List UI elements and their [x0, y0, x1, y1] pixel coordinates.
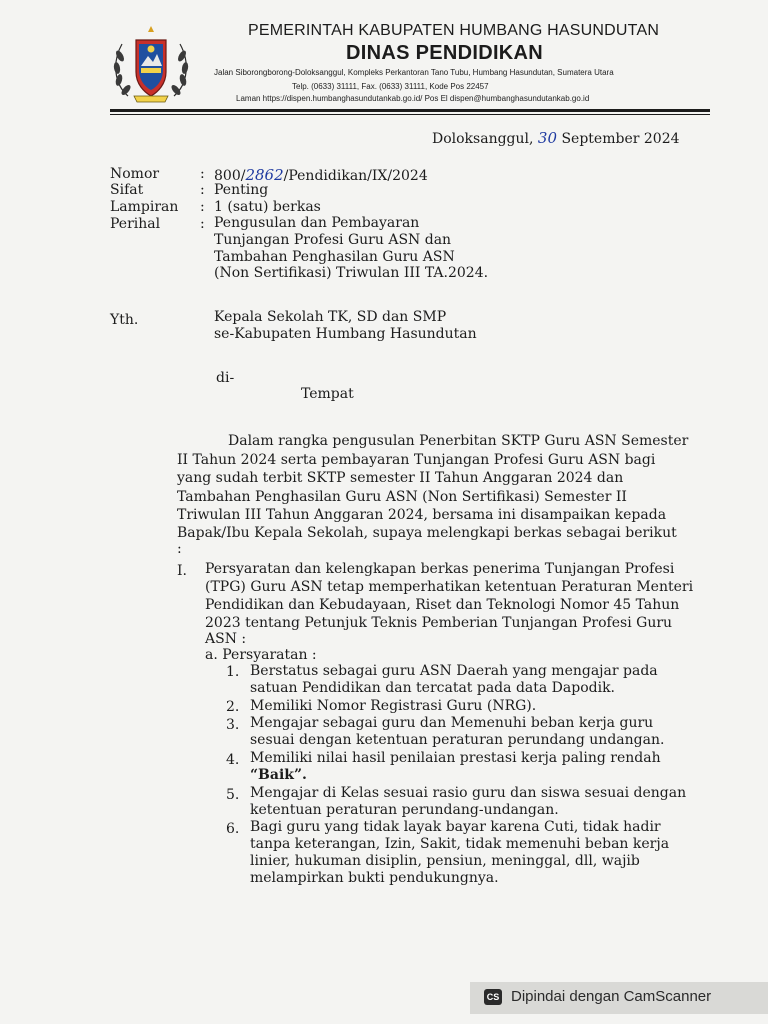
section-number: I. — [177, 563, 187, 579]
sifat-label: Sifat — [110, 182, 144, 198]
letter-date — [432, 129, 680, 147]
perihal-line: (Non Sertifikasi) Triwulan III TA.2024. — [214, 265, 489, 281]
item-number: 6. — [226, 821, 240, 837]
nomor-suffix: /Pendidikan/IX/2024 — [283, 168, 428, 184]
agency-web: Laman https://dispen.humbanghasundutankab.go.id/ Pos El dispen@humbanghasundutankab.go.id — [236, 94, 590, 103]
item-line: linier, hukuman disiplin, pensiun, meninggal, dll, wajib — [250, 853, 640, 869]
nomor-prefix: 800/ — [214, 168, 246, 184]
agency-address: Jalan Siborongborong-Doloksanggul, Kompleks Perkantoran Tano Tubu, Humbang Hasundutan, Sumatera Utara — [214, 68, 614, 77]
yth-label: Yth. — [110, 312, 139, 328]
section-line: Persyaratan dan kelengkapan berkas penerima Tunjangan Profesi — [205, 561, 675, 577]
perihal-colon: : — [200, 216, 205, 232]
agency-name: DINAS PENDIDIKAN — [346, 42, 544, 64]
item-line: Memiliki nilai hasil penilaian prestasi kerja paling rendah — [250, 750, 661, 766]
sifat-colon: : — [200, 182, 205, 198]
item-number: 3. — [226, 717, 240, 733]
item-number: 5. — [226, 787, 240, 803]
date-day-handwritten: 30 — [537, 129, 558, 147]
intro-line: yang sudah terbit SKTP semester II Tahun Anggaran 2024 dan — [177, 470, 624, 486]
letterhead-rule-thin — [110, 114, 710, 115]
perihal-line: Tunjangan Profesi Guru ASN dan — [214, 232, 452, 248]
item-line: melampirkan bukti pendukungnya. — [250, 870, 499, 886]
item-line: Berstatus sebagai guru ASN Daerah yang mengajar pada — [250, 663, 658, 679]
section-line: (TPG) Guru ASN tetap memperhatikan ketentuan Peraturan Menteri — [205, 579, 694, 595]
nomor-handwritten: 2862 — [245, 166, 284, 184]
item-line: Mengajar di Kelas sesuai rasio guru dan siswa sesuai dengan — [250, 785, 687, 801]
item-line: Bagi guru yang tidak layak bayar karena Cuti, tidak hadir — [250, 819, 661, 835]
section-line: 2023 tentang Petunjuk Teknis Pemberian Tunjangan Profesi Guru — [205, 615, 673, 631]
item-line: Memiliki Nomor Registrasi Guru (NRG). — [250, 698, 537, 714]
camscanner-logo-icon: CS — [484, 989, 502, 1005]
scanner-watermark-text: Dipindai dengan CamScanner — [511, 988, 712, 1005]
nomor-label: Nomor — [110, 166, 160, 182]
section-line: ASN : — [205, 631, 247, 647]
tempat-label: Tempat — [301, 386, 354, 402]
perihal-label: Perihal — [110, 216, 161, 232]
item-number: 4. — [226, 752, 240, 768]
letterhead-rule-thick — [110, 109, 710, 112]
lampiran-value: 1 (satu) berkas — [214, 199, 321, 215]
sifat-value: Penting — [214, 182, 269, 198]
item-line: Mengajar sebagai guru dan Memenuhi beban kerja guru — [250, 715, 654, 731]
intro-line: : — [177, 541, 182, 557]
lampiran-colon: : — [200, 199, 205, 215]
perihal-line: Tambahan Penghasilan Guru ASN — [214, 249, 455, 265]
nomor-colon: : — [200, 166, 205, 182]
regency-emblem-icon — [108, 26, 194, 106]
intro-line: Triwulan III Tahun Anggaran 2024, bersama ini disampaikan kepada — [177, 507, 667, 523]
section-line: Pendidikan dan Kebudayaan, Riset dan Teknologi Nomor 45 Tahun — [205, 597, 680, 613]
perihal-line: Pengusulan dan Pembayaran — [214, 215, 420, 231]
government-name: PEMERINTAH KABUPATEN HUMBANG HASUNDUTAN — [248, 22, 660, 39]
item-line: ketentuan peraturan perundang-undangan. — [250, 802, 559, 818]
item-number: 1. — [226, 664, 240, 680]
intro-line: Tambahan Penghasilan Guru ASN (Non Sertifikasi) Semester II — [177, 489, 627, 505]
sub-heading-a: a. Persyaratan : — [205, 647, 317, 663]
date-place: Doloksanggul, — [432, 131, 534, 147]
item-number: 2. — [226, 699, 240, 715]
item-line: sesuai dengan ketentuan peraturan perundang undangan. — [250, 732, 665, 748]
recipient-line: se-Kabupaten Humbang Hasundutan — [214, 326, 477, 342]
intro-line: II Tahun 2024 serta pembayaran Tunjangan Profesi Guru ASN bagi — [177, 452, 656, 468]
item-line: tanpa keterangan, Izin, Sakit, tidak memenuhi beban kerja — [250, 836, 670, 852]
recipient-line: Kepala Sekolah TK, SD dan SMP — [214, 309, 447, 325]
intro-line: Bapak/Ibu Kepala Sekolah, supaya melengkapi berkas sebagai berikut — [177, 525, 677, 541]
intro-line: Dalam rangka pengusulan Penerbitan SKTP Guru ASN Semester — [228, 433, 689, 449]
item-line: satuan Pendidikan dan tercatat pada data Dapodik. — [250, 680, 616, 696]
item-line: “Baik”. — [250, 767, 307, 783]
di-label: di- — [216, 370, 235, 386]
lampiran-label: Lampiran — [110, 199, 179, 215]
agency-phone: Telp. (0633) 31111, Fax. (0633) 31111, Kode Pos 22457 — [292, 82, 489, 91]
date-month-year: September 2024 — [561, 131, 680, 147]
